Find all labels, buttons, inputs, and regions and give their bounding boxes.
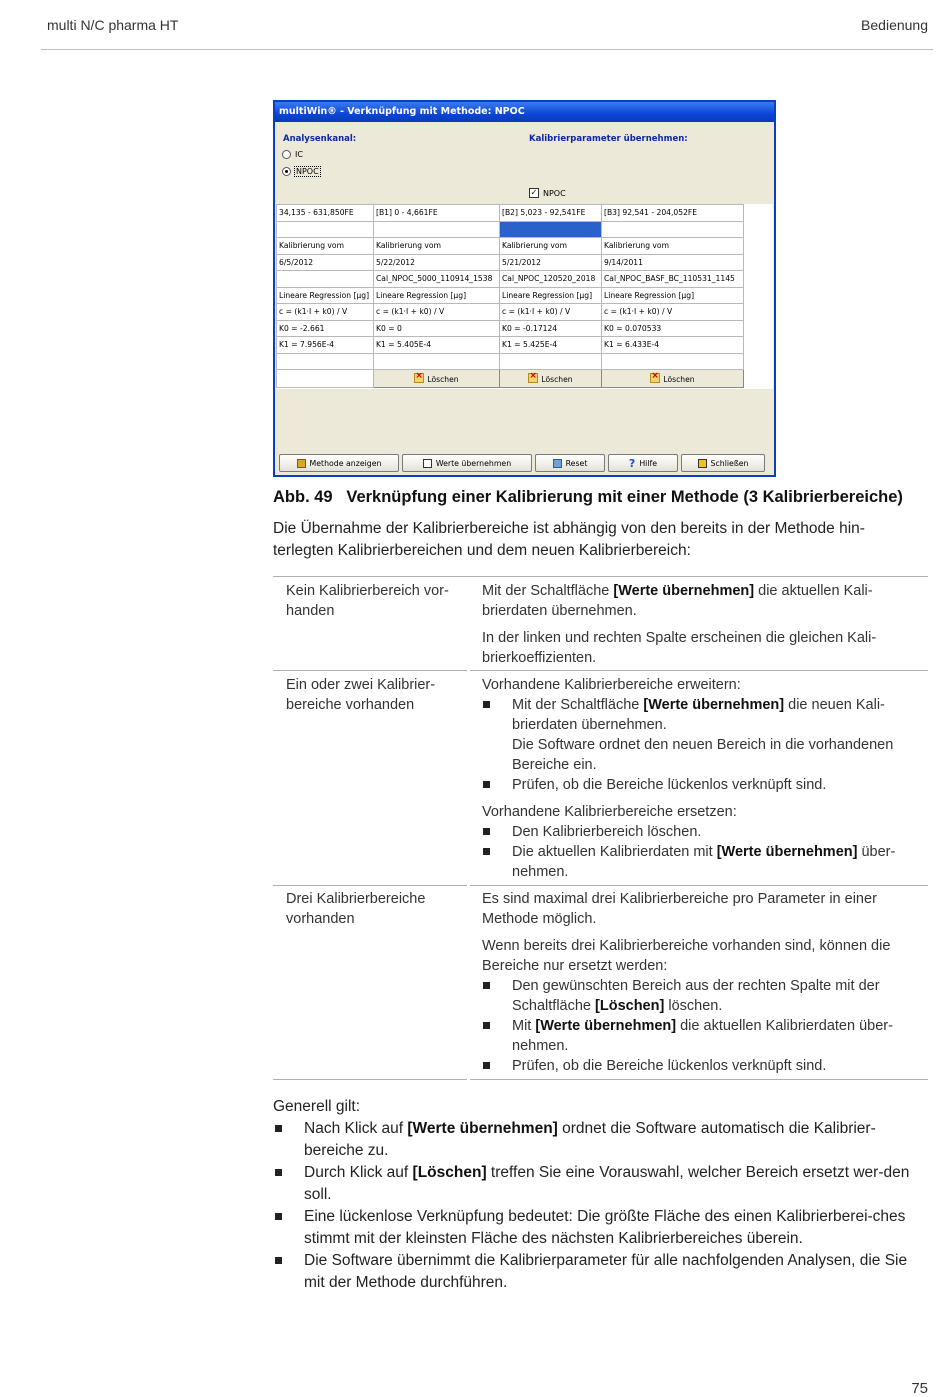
grid-row [277, 287, 744, 304]
delete-icon [650, 373, 660, 383]
row3-condition: Drei Kalibrierbereiche vorhanden [286, 891, 426, 927]
grid-cell[interactable]: Lineare Regression [µg] [500, 287, 602, 304]
radio-ic-label: IC [295, 150, 303, 159]
delete-icon [414, 373, 424, 383]
grid-cell[interactable]: 34,135 - 631,850FE [277, 205, 374, 222]
row2-b1-note: Die Software ordnet den neuen Bereich in die vorhandenen Bereiche ein. [512, 737, 894, 773]
row3-b1-text: Den gewünschten Bereich aus der rechten Spalte mit der Schaltfläche [512, 978, 880, 1014]
reset-label: Reset [565, 458, 588, 468]
general-bullet1 [273, 1118, 923, 1162]
grid-cell[interactable]: c = (k1·I + k0) / V [277, 304, 374, 321]
take-values-ref: [Werte übernehmen] [613, 583, 755, 599]
radio-ic-circle [282, 150, 291, 159]
radio-npoc-label: NPOC [296, 167, 319, 176]
help-icon: ? [628, 456, 636, 470]
header-product: multi N/C pharma HT [47, 17, 179, 33]
grid-cell[interactable]: 6/5/2012 [277, 254, 374, 271]
row1-right-rule [470, 670, 928, 671]
row2-b4-text: Die aktuellen Kalibrierdaten mit [512, 844, 717, 860]
row2-left-rule [273, 885, 467, 886]
row2-heading-extend: Vorhandene Kalibrierbereiche erweitern: [482, 677, 741, 693]
take-values-ref: [Werte übernehmen] [716, 844, 858, 860]
grid-cell[interactable] [374, 353, 500, 370]
grid-cell[interactable]: Lineare Regression [µg] [374, 287, 500, 304]
close-button[interactable] [681, 454, 765, 472]
params-label: Kalibrierparameter übernehmen: [529, 134, 688, 144]
grid-cell[interactable]: Cal_NPOC_BASF_BC_110531_1145 [602, 271, 744, 288]
delete-range-button[interactable] [374, 370, 500, 388]
general-bullet3: Eine lückenlose Verknüpfung bedeutet: Die größte Fläche des einen Kalibrierberei-ches stimmt mit der kleinsten Fläche des nächsten Kalibrierbereiches überein. [273, 1206, 923, 1250]
take-values-button[interactable] [402, 454, 532, 472]
checkbox-npoc-box: ✓ [530, 188, 538, 197]
row3-b2-text: Mit [512, 1018, 536, 1034]
row3-action [482, 889, 922, 1076]
delete-label: Löschen [663, 375, 695, 384]
delete-ref: [Löschen] [595, 998, 665, 1014]
row2-b4-text-end: über-nehmen. [512, 844, 896, 880]
row3-bullet2 [482, 1016, 922, 1056]
row1-left-rule [273, 670, 467, 671]
table-icon [423, 459, 432, 468]
row1-p1-text-end: die aktuellen Kali-brierdaten übernehmen. [482, 583, 873, 619]
delete-range-button[interactable] [602, 370, 744, 388]
row1-paragraph1 [482, 581, 922, 621]
grid-row [277, 238, 744, 255]
row2-bullet4 [482, 842, 922, 882]
take-values-label: Werte übernehmen [435, 458, 512, 468]
row3-b2-text-end: die aktuellen Kalibrierdaten über-nehmen. [512, 1018, 893, 1054]
grid-cell[interactable]: Kalibrierung vom [277, 238, 374, 255]
grid-cell[interactable] [602, 221, 744, 238]
general-section [273, 1096, 923, 1294]
grid-cell[interactable]: K0 = 0.070533 [602, 320, 744, 337]
row1-p1-text: Mit der Schaltfläche [482, 583, 614, 599]
radio-ic[interactable] [282, 150, 303, 159]
dialog-body [275, 122, 774, 475]
row3-paragraph2: Wenn bereits drei Kalibrierbereiche vorhanden sind, können die Bereiche nur ersetzt werden: [482, 938, 891, 974]
take-values-ref: [Werte übernehmen] [643, 697, 785, 713]
grid-cell[interactable]: K1 = 5.405E-4 [374, 337, 500, 354]
help-button[interactable] [608, 454, 678, 472]
table-top-rule [273, 576, 928, 577]
grid-row [277, 353, 744, 370]
grid-cell[interactable]: Kalibrierung vom [500, 238, 602, 255]
figure-caption: Abb. 49 Verknüpfung einer Kalibrierung mit einer Methode (3 Kalibrierbereiche) [273, 488, 903, 506]
header-divider [41, 49, 933, 50]
delete-icon [528, 373, 538, 383]
grid-cell[interactable]: K0 = -2.661 [277, 320, 374, 337]
grid-cell[interactable] [500, 221, 602, 238]
row3-bullet1 [482, 976, 922, 1016]
general-b2-text-end: treffen Sie eine Vorauswahl, welcher Bereich ersetzt wer-den soll. [304, 1164, 910, 1203]
help-label: Hilfe [639, 458, 658, 468]
take-values-ref: [Werte übernehmen] [535, 1018, 677, 1034]
grid-cell[interactable] [374, 221, 500, 238]
row2-bullet2: Prüfen, ob die Bereiche lückenlos verknüpft sind. [482, 775, 922, 795]
checkbox-npoc[interactable] [529, 188, 566, 198]
general-bullet4: Die Software übernimmt die Kalibrierparameter für alle nachfolgenden Analysen, die Sie mit der Methode durchführen. [273, 1250, 923, 1294]
grid-cell[interactable]: Lineare Regression [µg] [277, 287, 374, 304]
general-b1-text: Nach Klick auf [304, 1120, 408, 1137]
reset-icon [553, 459, 562, 468]
show-method-label: Methode anzeigen [309, 458, 382, 468]
row1-paragraph2: In der linken und rechten Spalte erscheinen die gleichen Kali-brierkoeffizienten. [482, 630, 877, 666]
grid-cell [277, 370, 374, 388]
grid-cell[interactable]: Kalibrierung vom [374, 238, 500, 255]
grid-cell[interactable]: Kalibrierung vom [602, 238, 744, 255]
close-icon [698, 459, 707, 468]
grid-cell[interactable]: c = (k1·I + k0) / V [500, 304, 602, 321]
calibration-table [276, 204, 744, 388]
grid-cell[interactable]: K1 = 6.433E-4 [602, 337, 744, 354]
grid-cell[interactable] [500, 353, 602, 370]
grid-cell[interactable]: [B2] 5,023 - 92,541FE [500, 205, 602, 222]
dialog-window [273, 100, 776, 477]
grid-row [277, 304, 744, 321]
channel-label: Analysenkanal: [283, 134, 357, 144]
grid-row [277, 320, 744, 337]
general-b2-text: Durch Klick auf [304, 1164, 413, 1181]
grid-cell[interactable]: 9/14/2011 [602, 254, 744, 271]
grid-cell[interactable]: [B1] 0 - 4,661FE [374, 205, 500, 222]
row1-action [482, 581, 922, 668]
method-icon [297, 459, 306, 468]
grid-row [277, 221, 744, 238]
grid-cell[interactable] [277, 271, 374, 288]
grid-cell[interactable]: K0 = 0 [374, 320, 500, 337]
grid-cell[interactable]: 5/21/2012 [500, 254, 602, 271]
show-method-button[interactable] [279, 454, 399, 472]
grid-cell[interactable]: K1 = 5.425E-4 [500, 337, 602, 354]
delete-label: Löschen [427, 375, 459, 384]
row2-condition: Ein oder zwei Kalibrier-bereiche vorhanden [286, 677, 436, 713]
row2-bullet1 [482, 695, 922, 775]
header-section: Bedienung [861, 17, 928, 33]
row2-bullet3: Den Kalibrierbereich löschen. [482, 822, 922, 842]
reset-button[interactable] [535, 454, 605, 472]
grid-cell[interactable] [602, 353, 744, 370]
grid-cell[interactable]: Cal_NPOC_120520_2018 [500, 271, 602, 288]
grid-cell[interactable] [277, 221, 374, 238]
row2-heading-replace: Vorhandene Kalibrierbereiche ersetzen: [482, 804, 737, 820]
delete-label: Löschen [541, 375, 573, 384]
general-bullet2 [273, 1162, 923, 1206]
grid-cell[interactable]: c = (k1·I + k0) / V [374, 304, 500, 321]
grid-row [277, 337, 744, 354]
row2-b1-text: Mit der Schaltfläche [512, 697, 644, 713]
take-values-ref: [Werte übernehmen] [407, 1120, 558, 1137]
delete-row [277, 370, 744, 388]
row3-b1-text-end: löschen. [664, 998, 723, 1014]
general-heading: Generell gilt: [273, 1098, 361, 1115]
grid-row [277, 205, 744, 222]
grid-cell[interactable]: c = (k1·I + k0) / V [602, 304, 744, 321]
row1-condition: Kein Kalibrierbereich vor-handen [286, 583, 449, 619]
radio-npoc-circle [282, 167, 291, 176]
grid-cell[interactable]: 5/22/2012 [374, 254, 500, 271]
row3-paragraph1: Es sind maximal drei Kalibrierbereiche pro Parameter in einer Methode möglich. [482, 891, 877, 927]
row3-right-rule [470, 1079, 928, 1080]
row3-left-rule [273, 1079, 467, 1080]
dialog-title: multiWin® - Verknüpfung mit Methode: NPOC [275, 102, 774, 122]
row2-b1-text-end: die neuen Kali-brierdaten übernehmen. [512, 697, 885, 733]
row2-action [482, 675, 922, 882]
checkbox-npoc-label: NPOC [543, 188, 566, 198]
grid-cell[interactable]: K1 = 7.956E-4 [277, 337, 374, 354]
calibration-grid [276, 204, 773, 389]
grid-cell[interactable]: K0 = -0.17124 [500, 320, 602, 337]
row3-bullet3: Prüfen, ob die Bereiche lückenlos verknüpft sind. [482, 1056, 922, 1076]
delete-ref: [Löschen] [412, 1164, 487, 1181]
intro-paragraph: Die Übernahme der Kalibrierbereiche ist abhängig von den bereits in der Methode hin-terlegten Kalibrierbereichen und dem neuen Kalibrierbereich: [273, 520, 865, 559]
grid-cell[interactable] [277, 353, 374, 370]
row2-right-rule [470, 885, 928, 886]
page-number: 75 [911, 1380, 928, 1397]
grid-cell[interactable]: Cal_NPOC_5000_110914_1538 [374, 271, 500, 288]
grid-row [277, 254, 744, 271]
delete-range-button[interactable] [500, 370, 602, 388]
radio-npoc[interactable] [282, 167, 320, 176]
general-b1-text-end: ordnet die Software automatisch die Kalibrier-bereiche zu. [304, 1120, 876, 1159]
grid-row [277, 271, 744, 288]
dialog-button-bar [275, 451, 774, 475]
close-label: Schließen [710, 458, 749, 468]
grid-cell[interactable]: Lineare Regression [µg] [602, 287, 744, 304]
grid-cell[interactable]: [B3] 92,541 - 204,052FE [602, 205, 744, 222]
